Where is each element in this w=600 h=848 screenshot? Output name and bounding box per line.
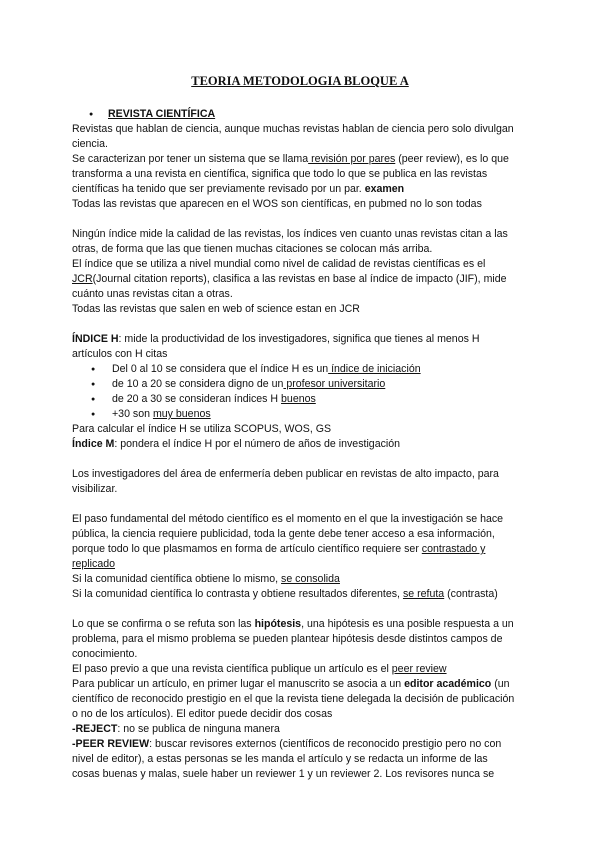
spacer [72, 212, 518, 227]
paragraph: Ningún índice mide la calidad de las revistas, los índices ven cuanto unas revistas citan a las otras, de forma que las que tienen muchas citaciones se colocan más arriba. [72, 228, 508, 255]
text-run: Se caracterizan por tener un sistema que se llama [72, 153, 309, 165]
bold-term: hipótesis [254, 618, 302, 630]
paragraph: Los investigadores del área de enfermería deben publicar en revistas de alto impacto, para visibilizar. [72, 468, 499, 495]
underlined-term: revisión por pares [308, 153, 396, 165]
underlined-term: profesor universitario [283, 378, 386, 390]
document-title: TEORIA METODOLOGIA BLOQUE A [191, 74, 409, 88]
text-run: de 20 a 30 se consideran índices H [112, 393, 282, 405]
list-item [72, 392, 518, 407]
spacer [72, 602, 518, 617]
paragraph: Todas las revistas que salen en web of science estan en JCR [72, 303, 360, 315]
bold-term: Índice M [72, 438, 115, 450]
section-heading-revista [72, 107, 518, 122]
paragraph [72, 512, 518, 572]
text-run: : no se publica de ninguna manera [117, 723, 280, 735]
paragraph: Revistas que hablan de ciencia, aunque muchas revistas hablan de ciencia pero solo divulgan ciencia. [72, 123, 514, 150]
list-item [72, 377, 518, 392]
list-item [72, 362, 518, 377]
paragraph: Para calcular el índice H se utiliza SCOPUS, WOS, GS [72, 423, 332, 435]
paragraph [72, 257, 518, 302]
text-run: , una hipótesis es una posible respuesta a un problema, para el mismo problema se pueden plantear hipótesis desde distintos campos de conocimiento. [72, 618, 514, 660]
text-run: : pondera el índice H por el número de años de investigación [114, 438, 401, 450]
paragraph [72, 617, 518, 662]
indice-h-list [72, 362, 518, 422]
spacer [72, 497, 518, 512]
underlined-term: índice de iniciación [328, 363, 421, 375]
paragraph-peer-review [72, 737, 518, 782]
text-run: El paso fundamental del método científico es el momento en el que la investigación se hace pública, la ciencia requiere publicidad, toda la gente debe tener acceso a esa información, porque todo lo que plasmamos en forma de artículo científico requiere ser [72, 513, 504, 555]
underlined-term: muy buenos [152, 408, 211, 420]
paragraph-indice-m [72, 437, 518, 452]
text-run: (Journal citation reports), clasifica a las revistas en base al índice de impacto (JIF), mide cuánto unas revistas citan a otras. [72, 273, 507, 300]
heading-revista-cientifica: REVISTA CIENTÍFICA [108, 108, 216, 120]
spacer [72, 452, 518, 467]
text-run: Si la comunidad científica obtiene lo mismo, [72, 573, 282, 585]
text-run: de 10 a 20 se considera digno de un [112, 378, 284, 390]
paragraph [72, 677, 518, 722]
paragraph-reject [72, 722, 518, 737]
text-run: El paso previo a que una revista científica publique un artículo es el [72, 663, 392, 675]
bold-term: -REJECT [72, 723, 118, 735]
section-list [72, 107, 518, 122]
text-run: Si la comunidad científica lo contrasta y obtiene resultados diferentes, [72, 588, 403, 600]
list-item [72, 407, 518, 422]
bold-term: -PEER REVIEW [72, 738, 150, 750]
paragraph [72, 152, 518, 197]
underlined-term: JCR [72, 273, 93, 285]
paragraph: Todas las revistas que aparecen en el WOS son científicas, en pubmed no lo son todas [72, 198, 482, 210]
text-run: (contrasta) [444, 588, 498, 600]
text-run: : mide la productividad de los investigadores, significa que tienes al menos H artículos con H citas [72, 333, 480, 360]
document-body [72, 107, 518, 782]
text-run: (un científico de reconocido prestigio en el que la revista tiene delegada la decisión de publicación o no de los artículos). El editor puede decidir dos cosas [72, 678, 515, 720]
text-run: Lo que se confirma o se refuta son las [72, 618, 255, 630]
paragraph [72, 587, 518, 602]
text-run: Para publicar un artículo, en primer lugar el manuscrito se asocia a un [72, 678, 405, 690]
spacer [72, 317, 518, 332]
text-run: El índice que se utiliza a nivel mundial como nivel de calidad de revistas científicas es el [72, 258, 486, 270]
underlined-term: contrastado y replicado [72, 543, 486, 570]
paragraph [72, 662, 518, 677]
underlined-term: peer review [391, 663, 447, 675]
bold-term: examen [364, 183, 405, 195]
paragraph [72, 572, 518, 587]
underlined-term: se consolida [281, 573, 340, 585]
underlined-term: se refuta [402, 588, 445, 600]
bold-term: editor académico [404, 678, 492, 690]
text-run: Del 0 al 10 se considera que el índice H es un [112, 363, 329, 375]
text-run: +30 son [112, 408, 153, 420]
bold-term: ÍNDICE H [72, 333, 119, 345]
underlined-term: buenos [281, 393, 316, 405]
text-run: (peer review), es lo que transforma a una revista en científica, significa que todo lo que se publica en las revistas científicas ha tenido que ser previamente revisado por un par. [72, 153, 509, 195]
paragraph-indice-h [72, 332, 518, 362]
text-run: : buscar revisores externos (científicos de reconocido prestigio pero no con nivel de editor), a estas personas se les manda el artículo y se redacta un informe de las cosas buenas y malas, suele haber un reviewer 1 y un reviewer 2. Los revisores nunca se [72, 738, 502, 780]
